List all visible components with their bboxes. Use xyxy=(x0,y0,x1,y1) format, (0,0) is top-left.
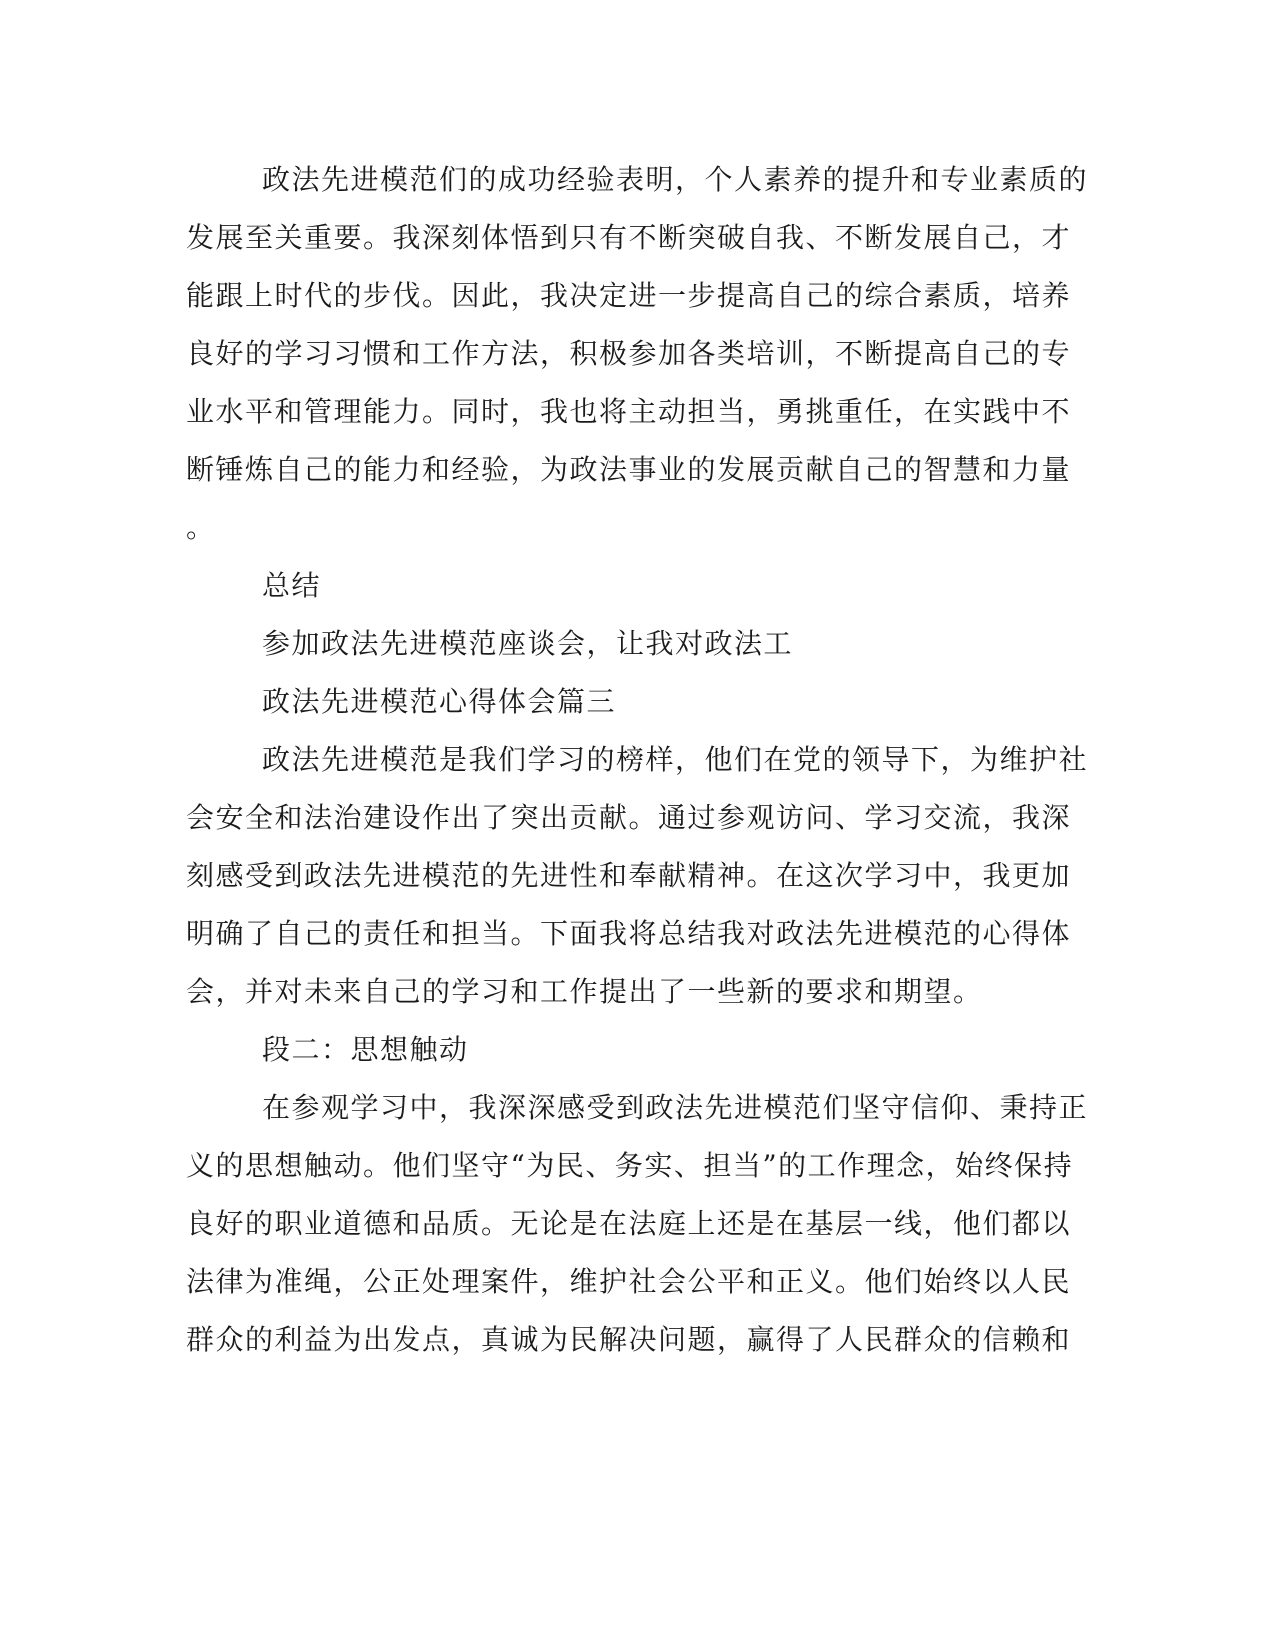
paragraph-line: 发展至关重要。我深刻体悟到只有不断突破自我、不断发展自己，才 xyxy=(186,221,1072,254)
paragraph-line: 义的思想触动。他们坚守“为民、务实、担当”的工作理念，始终保持 xyxy=(186,1149,1074,1182)
paragraph-line: 政法先进模范们的成功经验表明，个人素养的提升和专业素质的 xyxy=(262,163,1089,196)
paragraph-line: 刻感受到政法先进模范的先进性和奉献精神。在这次学习中，我更加 xyxy=(186,859,1072,892)
paragraph-line: 良好的学习习惯和工作方法，积极参加各类培训，不断提高自己的专 xyxy=(186,337,1072,370)
section-heading: 总结 xyxy=(262,569,322,602)
paragraph-line: 在参观学习中，我深深感受到政法先进模范们坚守信仰、秉持正 xyxy=(262,1091,1089,1124)
paragraph-line: 政法先进模范是我们学习的榜样，他们在党的领导下，为维护社 xyxy=(262,743,1089,776)
paragraph-line: 群众的利益为出发点，真诚为民解决问题，赢得了人民群众的信赖和 xyxy=(186,1323,1072,1356)
paragraph-line: 业水平和管理能力。同时，我也将主动担当，勇挑重任，在实践中不 xyxy=(186,395,1072,428)
paragraph-line: 能跟上时代的步伐。因此，我决定进一步提高自己的综合素质，培养 xyxy=(186,279,1072,312)
section-heading: 段二：思想触动 xyxy=(262,1033,469,1066)
paragraph-line: 法律为准绳，公正处理案件，维护社会公平和正义。他们始终以人民 xyxy=(186,1265,1072,1298)
paragraph-line: 参加政法先进模范座谈会，让我对政法工 xyxy=(262,627,794,660)
section-heading: 政法先进模范心得体会篇三 xyxy=(262,685,617,718)
paragraph-line: 会安全和法治建设作出了突出贡献。通过参观访问、学习交流，我深 xyxy=(186,801,1072,834)
paragraph-line: 良好的职业道德和品质。无论是在法庭上还是在基层一线，他们都以 xyxy=(186,1207,1072,1240)
paragraph-line: 会，并对未来自己的学习和工作提出了一些新的要求和期望。 xyxy=(186,975,983,1008)
paragraph-line: 明确了自己的责任和担当。下面我将总结我对政法先进模范的心得体 xyxy=(186,917,1072,950)
paragraph-line: 。 xyxy=(186,511,216,544)
paragraph-line: 断锤炼自己的能力和经验，为政法事业的发展贡献自己的智慧和力量 xyxy=(186,453,1072,486)
